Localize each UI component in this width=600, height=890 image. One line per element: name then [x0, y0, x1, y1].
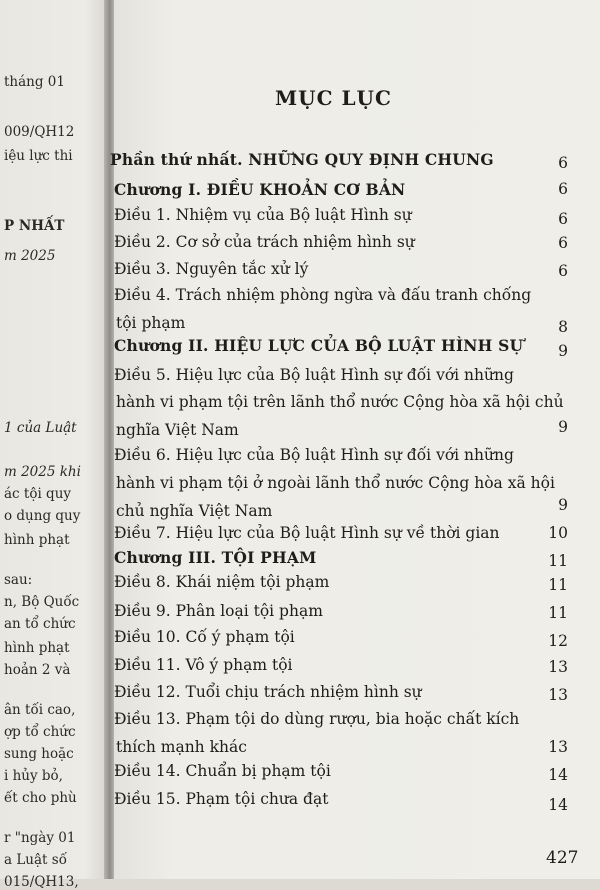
toc-page-number: 10	[548, 524, 568, 542]
left-page-text: hình phạt	[4, 640, 70, 656]
toc-page-number: 9	[558, 418, 568, 436]
left-page-text: o dụng quy	[4, 508, 81, 524]
toc-page-number: 14	[548, 796, 568, 814]
left-page-text: 1 của Luật	[4, 420, 77, 436]
toc-page-number: 6	[558, 210, 568, 228]
toc-page-number: 13	[548, 686, 568, 704]
left-page-text: ác tội quy	[4, 486, 72, 502]
toc-entry: Điều 11. Vô ý phạm tội	[114, 656, 293, 674]
left-page-text: 009/QH12	[4, 124, 75, 140]
left-page-text: hình phạt	[4, 532, 70, 548]
toc-page-number: 6	[558, 234, 568, 252]
toc-entry: Điều 10. Cố ý phạm tội	[114, 628, 295, 646]
left-page-text: m 2025	[4, 248, 56, 264]
left-page-text: ợp tổ chức	[4, 724, 76, 740]
left-page-text: ết cho phù	[4, 790, 77, 806]
toc-entry-continuation: chủ nghĩa Việt Nam	[116, 502, 273, 520]
left-page-text: i hủy bỏ,	[4, 768, 63, 784]
toc-entry: Điều 15. Phạm tội chưa đạt	[114, 790, 329, 808]
left-page-text: an tổ chức	[4, 616, 76, 632]
toc-entry-continuation: tội phạm	[116, 314, 186, 332]
toc-entry: Điều 13. Phạm tội do dùng rượu, bia hoặc chất kích	[114, 710, 520, 728]
left-page-text: r "ngày 01	[4, 830, 76, 846]
toc-entry-continuation: nghĩa Việt Nam	[116, 421, 239, 439]
left-page-text: P NHẤT	[4, 218, 65, 234]
toc-page-number: 8	[558, 318, 568, 336]
toc-entry: Chương III. TỘI PHẠM	[114, 548, 317, 567]
toc-entry: Chương I. ĐIỀU KHOẢN CƠ BẢN	[114, 180, 406, 199]
toc-page-number: 9	[558, 496, 568, 514]
left-page-text: ân tối cao,	[4, 702, 76, 718]
left-page-text: a Luật số	[4, 852, 67, 868]
toc-entry: Điều 12. Tuổi chịu trách nhiệm hình sự	[114, 683, 422, 701]
toc-page-number: 14	[548, 766, 568, 784]
toc-page-number: 13	[548, 738, 568, 756]
toc-page-number: 6	[558, 154, 568, 172]
toc-entry: Điều 6. Hiệu lực của Bộ luật Hình sự đối với những	[114, 446, 514, 464]
left-page-text: sau:	[4, 572, 33, 588]
left-page-text: sung hoặc	[4, 746, 74, 762]
toc-entry-continuation: thích mạnh khác	[116, 738, 247, 756]
toc-page-number: 11	[548, 552, 568, 570]
toc-page-number: 6	[558, 180, 568, 198]
toc-page-number: 11	[548, 576, 568, 594]
page-number: 427	[546, 848, 579, 868]
toc-entry: Điều 5. Hiệu lực của Bộ luật Hình sự đối với những	[114, 366, 514, 384]
left-page-text: iệu lực thi	[4, 148, 73, 164]
left-page-text: n, Bộ Quốc	[4, 594, 80, 610]
toc-entry: Điều 7. Hiệu lực của Bộ luật Hình sự về thời gian	[114, 524, 500, 542]
left-page-text: 015/QH13,	[4, 874, 79, 890]
toc-entry: Điều 9. Phân loại tội phạm	[114, 602, 323, 620]
toc-page-number: 6	[558, 262, 568, 280]
toc-entry: Chương II. HIỆU LỰC CỦA BỘ LUẬT HÌNH SỰ	[114, 336, 524, 355]
toc-page-number: 13	[548, 658, 568, 676]
left-page-text: m 2025 khi	[4, 464, 81, 480]
toc-entry: Phần thứ nhất. NHỮNG QUY ĐỊNH CHUNG	[110, 150, 494, 169]
left-page-text: hoản 2 và	[4, 662, 71, 678]
toc-page-number: 9	[558, 342, 568, 360]
toc-entry: Điều 2. Cơ sở của trách nhiệm hình sự	[114, 233, 415, 251]
toc-entry: Điều 1. Nhiệm vụ của Bộ luật Hình sự	[114, 206, 412, 224]
toc-entry-continuation: hành vi phạm tội trên lãnh thổ nước Cộng hòa xã hội chủ	[116, 393, 564, 411]
toc-entry: Điều 8. Khái niệm tội phạm	[114, 573, 330, 591]
toc-entry: Điều 14. Chuẩn bị phạm tội	[114, 762, 331, 780]
toc-entry-continuation: hành vi phạm tội ở ngoài lãnh thổ nước Cộng hòa xã hội	[116, 474, 555, 492]
toc-page-number: 11	[548, 604, 568, 622]
toc-entry: Điều 3. Nguyên tắc xử lý	[114, 260, 309, 278]
toc-entry: Điều 4. Trách nhiệm phòng ngừa và đấu tranh chống	[114, 286, 532, 304]
toc-page-number: 12	[548, 632, 568, 650]
page-title: MỤC LỤC	[275, 86, 392, 110]
left-page-text: tháng 01	[4, 74, 65, 90]
